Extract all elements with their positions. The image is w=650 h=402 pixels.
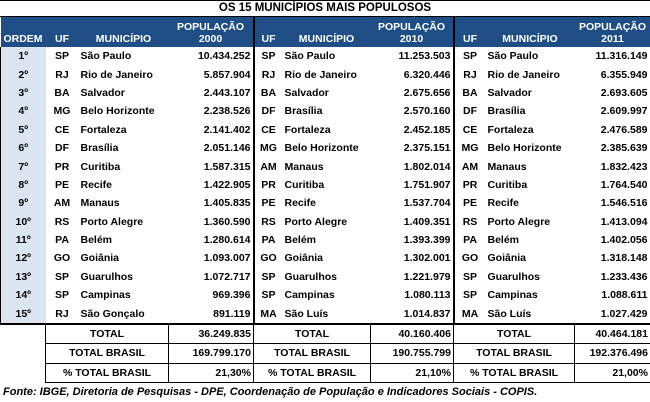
cell-pop-2011: 2.693.605 <box>575 84 650 102</box>
cell-uf-2011: DF <box>454 102 486 120</box>
header-municipio-2000: MUNICÍPIO <box>79 17 169 47</box>
cell-pop-2011: 1.318.148 <box>575 249 650 267</box>
cell-pop-2000: 1.093.007 <box>203 252 251 265</box>
cell-pop-2000: 2.141.402 <box>203 123 251 136</box>
cell-uf-2000: MG <box>53 105 71 118</box>
cell-uf-2011: RJ <box>454 65 486 83</box>
cell-ordem: 6º <box>1 139 46 157</box>
cell-municipio-2011: Belo Horizonte <box>487 142 562 155</box>
cell-municipio-2010: Belém <box>284 234 317 247</box>
cell-municipio-2010: Curitiba <box>284 178 325 191</box>
cell-municipio-2000: Salvador <box>80 86 125 99</box>
cell-pop-2000: 1.405.835 <box>203 197 251 210</box>
cell-municipio-2000: Belém <box>80 234 113 247</box>
table-row <box>1 176 650 194</box>
cell-municipio-2011: Recife <box>487 197 520 210</box>
cell-uf-2010: RS <box>254 213 283 231</box>
header-row <box>1 17 650 47</box>
cell-municipio-2010: Goiânia <box>284 252 324 265</box>
cell-uf-2010: RJ <box>254 65 283 83</box>
cell-uf-2011: AM <box>454 157 486 175</box>
cell-pop-2010: 1.802.014 <box>403 160 451 173</box>
cell-pop-2000: 1.072.717 <box>203 270 251 283</box>
cell-municipio-2000: Fortaleza <box>80 123 127 136</box>
cell-pop-2011: 1.413.094 <box>575 213 650 231</box>
table-row <box>1 194 650 212</box>
cell-uf-2010: DF <box>254 102 283 120</box>
pct-label-2010: % TOTAL BRASIL <box>254 363 371 382</box>
header-ordem: ORDEM <box>1 17 46 47</box>
cell-pop-2010: 1.751.907 <box>403 178 451 191</box>
cell-pop-2000: 2.443.107 <box>203 86 251 99</box>
cell-pop-2010: 2.675.656 <box>403 86 451 99</box>
cell-uf-2011: BA <box>454 84 486 102</box>
population-table <box>0 17 650 383</box>
cell-ordem: 4º <box>1 102 46 120</box>
total-brasil-2011: 192.376.496 <box>575 344 650 363</box>
cell-municipio-2010: Porto Alegre <box>284 215 348 228</box>
pct-label-2011: % TOTAL BRASIL <box>454 363 575 382</box>
cell-municipio-2010: Campinas <box>284 289 335 302</box>
cell-municipio-2010: Recife <box>284 197 317 210</box>
cell-municipio-2010: Manaus <box>284 160 324 173</box>
total-2000: 36.249.835 <box>169 324 254 344</box>
cell-municipio-2011: Belém <box>487 234 520 247</box>
cell-uf-2000: SP <box>54 270 69 283</box>
cell-uf-2011: PR <box>454 176 486 194</box>
cell-pop-2000: 1.360.590 <box>203 215 251 228</box>
cell-uf-2010: SP <box>254 286 283 304</box>
cell-uf-2011: SP <box>454 268 486 286</box>
total-2011: 40.464.181 <box>575 324 650 344</box>
cell-municipio-2011: Porto Alegre <box>487 215 551 228</box>
cell-ordem: 14º <box>1 286 46 304</box>
cell-pop-2010: 2.452.185 <box>403 123 451 136</box>
total-brasil-label-2010: TOTAL BRASIL <box>254 344 371 363</box>
cell-uf-2000: SP <box>54 289 69 302</box>
cell-uf-2000: RJ <box>55 68 69 81</box>
table-row <box>1 231 650 249</box>
cell-municipio-2010: São Luís <box>283 304 371 323</box>
cell-municipio-2000: São Gonçalo <box>79 304 169 323</box>
table-row <box>1 286 650 304</box>
cell-ordem: 12º <box>1 249 46 267</box>
cell-pop-2011: 2.476.589 <box>575 121 650 139</box>
cell-municipio-2011: Fortaleza <box>487 123 534 136</box>
cell-uf-2010: SP <box>254 268 283 286</box>
cell-municipio-2011: Guarulhos <box>487 270 541 283</box>
cell-uf-2000: RS <box>54 215 70 228</box>
cell-municipio-2000: Manaus <box>80 197 120 210</box>
cell-pop-2010: 1.537.704 <box>403 197 451 210</box>
cell-pop-2010: 1.221.979 <box>403 270 451 283</box>
cell-municipio-2010: Rio de Janeiro <box>284 68 357 81</box>
cell-pop-2000: 2.238.526 <box>203 105 251 118</box>
cell-pop-2010: 2.375.151 <box>403 142 451 155</box>
cell-pop-2011: 6.355.949 <box>575 65 650 83</box>
cell-municipio-2000: Recife <box>80 178 113 191</box>
cell-pop-2010: 2.570.160 <box>403 105 451 118</box>
header-pop-2010: POPULAÇÃO 2010 <box>371 17 454 47</box>
cell-municipio-2000: Porto Alegre <box>80 215 144 228</box>
cell-pop-2000: 1.280.614 <box>203 234 251 247</box>
table-row <box>1 268 650 286</box>
total-label-2011: TOTAL <box>454 324 575 344</box>
cell-municipio-2000: São Paulo <box>80 50 132 63</box>
cell-ordem: 10º <box>1 213 46 231</box>
cell-pop-2010: 1.409.351 <box>403 215 451 228</box>
cell-pop-2010: 1.014.837 <box>371 304 454 323</box>
cell-municipio-2010: Salvador <box>284 86 329 99</box>
cell-pop-2011: 1.546.516 <box>575 194 650 212</box>
cell-uf-2000: GO <box>53 252 71 265</box>
table-title: OS 15 MUNICÍPIOS MAIS POPULOSOS <box>0 0 650 17</box>
cell-pop-2010: 1.080.113 <box>404 289 451 302</box>
cell-pop-2011: 1.764.540 <box>575 176 650 194</box>
cell-uf-2000: CE <box>54 123 70 136</box>
cell-municipio-2011: Rio de Janeiro <box>487 68 560 81</box>
header-uf-2011: UF <box>454 17 486 47</box>
cell-pop-2011: 1.402.056 <box>575 231 650 249</box>
total-label-2000: TOTAL <box>46 324 169 344</box>
total-brasil-label-2011: TOTAL BRASIL <box>454 344 575 363</box>
total-brasil-row <box>1 344 650 363</box>
cell-uf-2010: PE <box>254 194 283 212</box>
table-row <box>1 121 650 139</box>
cell-municipio-2000: Rio de Janeiro <box>80 68 153 81</box>
cell-municipio-2000: Curitiba <box>80 160 121 173</box>
cell-uf-2000: PE <box>54 178 69 191</box>
cell-uf-2000: AM <box>53 197 71 210</box>
cell-pop-2010: 1.393.399 <box>403 234 451 247</box>
cell-uf-2011: RS <box>454 213 486 231</box>
cell-pop-2011: 2.609.997 <box>575 102 650 120</box>
cell-ordem: 15º <box>1 304 46 323</box>
cell-pop-2000: 10.434.252 <box>197 50 251 63</box>
cell-uf-2000: DF <box>55 142 69 155</box>
pct-total-brasil-row <box>1 363 650 382</box>
pct-2011: 21,00% <box>575 363 650 382</box>
cell-pop-2000: 1.422.905 <box>203 178 251 191</box>
cell-uf-2010: CE <box>254 121 283 139</box>
cell-municipio-2011: Brasília <box>487 105 526 118</box>
pct-label-2000: % TOTAL BRASIL <box>46 363 169 382</box>
total-brasil-2010: 190.755.799 <box>371 344 454 363</box>
cell-ordem: 2º <box>1 65 46 83</box>
cell-uf-2010: PA <box>254 231 283 249</box>
cell-pop-2011: 1.233.436 <box>575 268 650 286</box>
cell-pop-2000: 969.396 <box>212 289 251 302</box>
cell-municipio-2000: Belo Horizonte <box>80 105 155 118</box>
cell-uf-2011: GO <box>454 249 486 267</box>
cell-ordem: 5º <box>1 121 46 139</box>
header-pop-2000: POPULAÇÃO 2000 <box>169 17 254 47</box>
cell-pop-2010: 1.302.001 <box>403 252 451 265</box>
cell-municipio-2010: Brasília <box>284 105 323 118</box>
total-row <box>1 324 650 344</box>
cell-uf-2011: SP <box>454 47 486 65</box>
source-note: Fonte: IBGE, Diretoria de Pesquisas - DPE, Coordenação de População e Indicadores Sociais - COPIS. <box>3 386 538 398</box>
table-row <box>1 139 650 157</box>
total-brasil-2000: 169.799.170 <box>169 344 254 363</box>
cell-uf-2010: BA <box>254 84 283 102</box>
cell-uf-2010: MA <box>254 304 283 323</box>
table-row <box>1 84 650 102</box>
cell-uf-2000: PA <box>55 234 69 247</box>
cell-uf-2011: MG <box>454 139 486 157</box>
total-2010: 40.160.406 <box>371 324 454 344</box>
table-row <box>1 65 650 83</box>
header-uf-2010: UF <box>254 17 283 47</box>
cell-municipio-2011: Campinas <box>487 289 538 302</box>
cell-uf-2000: SP <box>54 50 69 63</box>
cell-uf-2000: RJ <box>46 304 79 323</box>
cell-municipio-2000: Goiânia <box>80 252 120 265</box>
cell-municipio-2011: Manaus <box>487 160 527 173</box>
cell-municipio-2011: Goiânia <box>487 252 527 265</box>
cell-uf-2010: AM <box>254 157 283 175</box>
table-row <box>1 213 650 231</box>
cell-municipio-2000: Guarulhos <box>80 270 134 283</box>
cell-ordem: 13º <box>1 268 46 286</box>
cell-ordem: 11º <box>1 231 46 249</box>
total-label-2010: TOTAL <box>254 324 371 344</box>
cell-pop-2011: 1.832.423 <box>575 157 650 175</box>
cell-pop-2000: 891.119 <box>169 304 254 323</box>
header-municipio-2011: MUNICÍPIO <box>486 17 575 47</box>
cell-uf-2000: PR <box>54 160 70 173</box>
cell-uf-2011: PE <box>454 194 486 212</box>
header-municipio-2010: MUNICÍPIO <box>283 17 371 47</box>
cell-pop-2011: 2.385.639 <box>575 139 650 157</box>
cell-ordem: 7º <box>1 157 46 175</box>
cell-pop-2000: 1.587.315 <box>203 160 251 173</box>
cell-uf-2000: BA <box>54 86 70 99</box>
cell-uf-2011: PA <box>454 231 486 249</box>
table-row <box>1 157 650 175</box>
cell-municipio-2011: Salvador <box>487 86 532 99</box>
cell-pop-2011: 11.316.149 <box>575 47 650 65</box>
cell-ordem: 3º <box>1 84 46 102</box>
table-row <box>1 102 650 120</box>
cell-municipio-2011: São Luís <box>486 304 575 323</box>
cell-uf-2011: SP <box>454 286 486 304</box>
cell-pop-2010: 6.320.446 <box>403 68 451 81</box>
cell-uf-2011: CE <box>454 121 486 139</box>
cell-uf-2010: GO <box>254 249 283 267</box>
cell-uf-2011: MA <box>454 304 486 323</box>
cell-uf-2010: MG <box>254 139 283 157</box>
cell-municipio-2010: Fortaleza <box>284 123 331 136</box>
header-uf-2000: UF <box>46 17 79 47</box>
table-row <box>1 47 650 65</box>
cell-pop-2011: 1.088.611 <box>575 286 650 304</box>
cell-municipio-2011: Curitiba <box>487 178 528 191</box>
cell-uf-2010: PR <box>254 176 283 194</box>
cell-uf-2010: SP <box>254 47 283 65</box>
header-pop-2011: POPULAÇÃO 2011 <box>575 17 650 47</box>
cell-municipio-2000: Campinas <box>80 289 131 302</box>
pct-2000: 21,30% <box>169 363 254 382</box>
cell-pop-2000: 5.857.904 <box>203 68 251 81</box>
cell-municipio-2011: São Paulo <box>487 50 539 63</box>
pct-2010: 21,10% <box>371 363 454 382</box>
cell-ordem: 9º <box>1 194 46 212</box>
total-brasil-label-2000: TOTAL BRASIL <box>46 344 169 363</box>
cell-pop-2011: 1.027.429 <box>575 304 650 323</box>
cell-municipio-2010: São Paulo <box>284 50 336 63</box>
table-row <box>1 304 650 323</box>
cell-pop-2010: 11.253.503 <box>398 50 451 63</box>
cell-municipio-2010: Belo Horizonte <box>284 142 359 155</box>
cell-ordem: 1º <box>1 47 46 65</box>
table-row <box>1 249 650 267</box>
cell-municipio-2000: Brasília <box>80 142 119 155</box>
cell-pop-2000: 2.051.146 <box>203 142 251 155</box>
cell-ordem: 8º <box>1 176 46 194</box>
cell-municipio-2010: Guarulhos <box>284 270 338 283</box>
